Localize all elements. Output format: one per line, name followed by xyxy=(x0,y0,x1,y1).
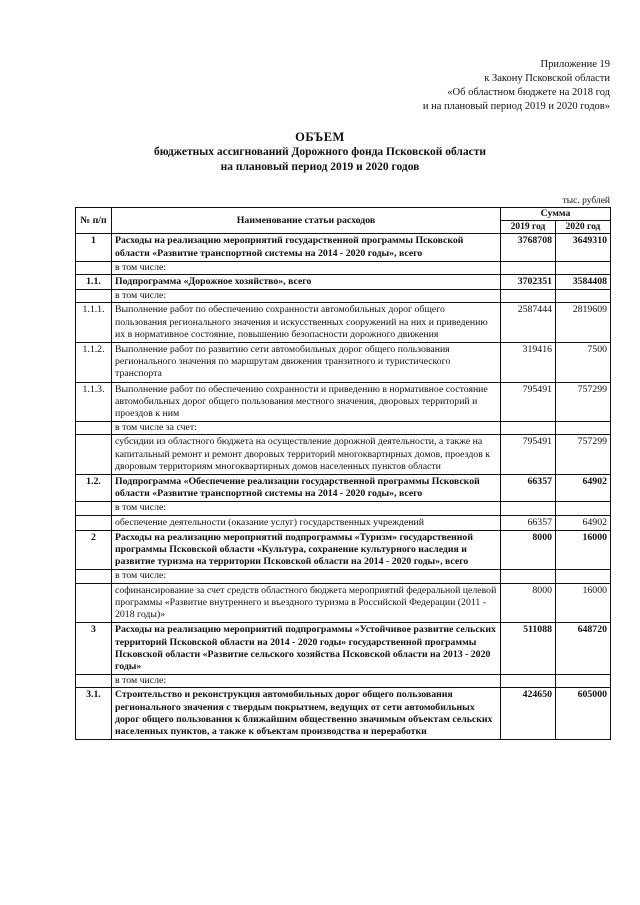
row-name: в том числе: xyxy=(112,570,501,583)
row-value-2019: 795491 xyxy=(501,435,556,475)
table-row xyxy=(76,515,611,530)
table-row xyxy=(76,435,611,475)
row-value-2020: 7500 xyxy=(556,343,611,383)
row-value-2020 xyxy=(556,261,611,274)
header-2020: 2020 год xyxy=(556,221,611,234)
document-title xyxy=(0,130,640,175)
title-line-1: ОБЪЕМ xyxy=(295,130,345,144)
appendix-line-2: к Закону Псковской области xyxy=(484,73,610,84)
appendix-note xyxy=(423,58,610,114)
row-value-2019: 424650 xyxy=(501,688,556,740)
row-value-2020 xyxy=(556,422,611,435)
row-name: Выполнение работ по обеспечению сохранности автомобильных дорог общего пользования регионального значения и искусственных сооружений на них и приведению их в нормативное состояние, повышению безопасности дорожного движения xyxy=(112,303,501,343)
table-row xyxy=(76,234,611,261)
row-number xyxy=(76,290,112,303)
row-name: Расходы на реализацию мероприятий подпрограммы «Туризм» государственной программы Псковской области «Культура, сохранение культурного наследия и развитие туризма на территории Псковской области на 2014 - 2020 годы», всего xyxy=(112,530,501,570)
row-name: Строительство и реконструкция автомобильных дорог общего пользования регионального значения с твердым покрытием, ведущих от сети автомобильных дорог общего пользования к ближайшим общественно значимым объектам сельских населенных пунктов, а также к объектам производства и переработки xyxy=(112,688,501,740)
row-number: 1 xyxy=(76,234,112,261)
table-row xyxy=(76,422,611,435)
row-number: 3.1. xyxy=(76,688,112,740)
table-row xyxy=(76,675,611,688)
title-line-3: на плановый период 2019 и 2020 годов xyxy=(220,161,420,173)
row-name: Расходы на реализацию мероприятий государственной программы Псковской области «Развитие транспортной системы на 2014 - 2020 годы», всего xyxy=(112,234,501,261)
row-name: в том числе: xyxy=(112,502,501,515)
row-value-2019: 795491 xyxy=(501,382,556,422)
row-value-2019 xyxy=(501,261,556,274)
row-name: субсидии из областного бюджета на осуществление дорожной деятельности, а также на капитальный ремонт и ремонт дворовых территорий многоквартирных домов, проездов к дворовым территориям многоквартирных домов населенных пунктов области xyxy=(112,435,501,475)
row-value-2019 xyxy=(501,675,556,688)
table-row xyxy=(76,261,611,274)
table-row xyxy=(76,688,611,740)
title-line-2: бюджетных ассигнований Дорожного фонда Псковской области xyxy=(153,146,486,158)
row-value-2019 xyxy=(501,422,556,435)
row-name: в том числе: xyxy=(112,261,501,274)
row-number xyxy=(76,570,112,583)
row-value-2020 xyxy=(556,290,611,303)
row-number: 3 xyxy=(76,623,112,675)
row-value-2019: 3768708 xyxy=(501,234,556,261)
appendix-line-4: и на плановый период 2019 и 2020 годов» xyxy=(422,101,610,112)
row-value-2019: 66357 xyxy=(501,515,556,530)
row-number xyxy=(76,675,112,688)
header-sum: Сумма xyxy=(501,208,611,221)
row-value-2019 xyxy=(501,502,556,515)
row-value-2020: 16000 xyxy=(556,583,611,623)
row-number xyxy=(76,261,112,274)
row-value-2019 xyxy=(501,570,556,583)
row-name: Расходы на реализацию мероприятий подпрограммы «Устойчивое развитие сельских территорий Псковской области на 2014 - 2020 годы» государственной программы Псковской области «Развитие сельского хозяйства Псковской области на 2013 - 2020 годы» xyxy=(112,623,501,675)
row-number: 1.2. xyxy=(76,475,112,502)
table-row xyxy=(76,343,611,383)
row-value-2020: 3584408 xyxy=(556,275,611,290)
row-number: 1.1.3. xyxy=(76,382,112,422)
row-value-2019: 8000 xyxy=(501,583,556,623)
table-row xyxy=(76,382,611,422)
row-value-2020 xyxy=(556,675,611,688)
row-value-2020: 757299 xyxy=(556,435,611,475)
table-row xyxy=(76,502,611,515)
row-value-2020 xyxy=(556,570,611,583)
table-row xyxy=(76,475,611,502)
appendix-line-1: Приложение 19 xyxy=(540,59,610,70)
row-value-2020: 64902 xyxy=(556,475,611,502)
row-name: софинансирование за счет средств областного бюджета мероприятий федеральной целевой программы «Развитие внутреннего и въездного туризма в Российской Федерации (2011 - 2018 годы)» xyxy=(112,583,501,623)
row-number xyxy=(76,583,112,623)
row-value-2020: 757299 xyxy=(556,382,611,422)
row-name: Выполнение работ по развитию сети автомобильных дорог общего пользования регионального значения по маршрутам движения транзитного и туристического транспорта xyxy=(112,343,501,383)
row-number: 2 xyxy=(76,530,112,570)
budget-table xyxy=(75,207,611,740)
table-body xyxy=(76,234,611,740)
row-name: в том числе за счет: xyxy=(112,422,501,435)
row-value-2019: 319416 xyxy=(501,343,556,383)
table-row xyxy=(76,570,611,583)
row-number: 1.1.1. xyxy=(76,303,112,343)
row-value-2019: 8000 xyxy=(501,530,556,570)
table-row xyxy=(76,623,611,675)
row-value-2020: 16000 xyxy=(556,530,611,570)
row-value-2020: 2819609 xyxy=(556,303,611,343)
row-value-2020: 64902 xyxy=(556,515,611,530)
header-name: Наименование статьи расходов xyxy=(112,208,501,234)
row-number xyxy=(76,502,112,515)
row-value-2019 xyxy=(501,290,556,303)
row-number: 1.1.2. xyxy=(76,343,112,383)
table-row xyxy=(76,290,611,303)
row-name: Выполнение работ по обеспечению сохранности и приведению в нормативное состояние автомобильных дорог общего пользования местного значения, дворовых территорий и проездов к ним xyxy=(112,382,501,422)
row-value-2019: 3702351 xyxy=(501,275,556,290)
row-name: Подпрограмма «Дорожное хозяйство», всего xyxy=(112,275,501,290)
header-2019: 2019 год xyxy=(501,221,556,234)
row-value-2019: 2587444 xyxy=(501,303,556,343)
row-name: обеспечение деятельности (оказание услуг) государственных учреждений xyxy=(112,515,501,530)
appendix-line-3: «Об областном бюджете на 2018 год xyxy=(447,87,610,98)
row-value-2019: 511088 xyxy=(501,623,556,675)
row-number: 1.1. xyxy=(76,275,112,290)
row-name: Подпрограмма «Обеспечение реализации государственной программы Псковской области «Развитие транспортной системы на 2014 - 2020 годы», всего xyxy=(112,475,501,502)
table-row xyxy=(76,530,611,570)
table-row xyxy=(76,275,611,290)
table-row xyxy=(76,303,611,343)
header-num: № п/п xyxy=(76,208,112,234)
row-value-2019: 66357 xyxy=(501,475,556,502)
row-number xyxy=(76,515,112,530)
table-row xyxy=(76,583,611,623)
row-number xyxy=(76,422,112,435)
row-value-2020: 605000 xyxy=(556,688,611,740)
row-name: в том числе: xyxy=(112,675,501,688)
row-value-2020: 648720 xyxy=(556,623,611,675)
row-number xyxy=(76,435,112,475)
row-name: в том числе: xyxy=(112,290,501,303)
row-value-2020: 3649310 xyxy=(556,234,611,261)
row-value-2020 xyxy=(556,502,611,515)
units-label: тыс. рублей xyxy=(562,196,610,206)
